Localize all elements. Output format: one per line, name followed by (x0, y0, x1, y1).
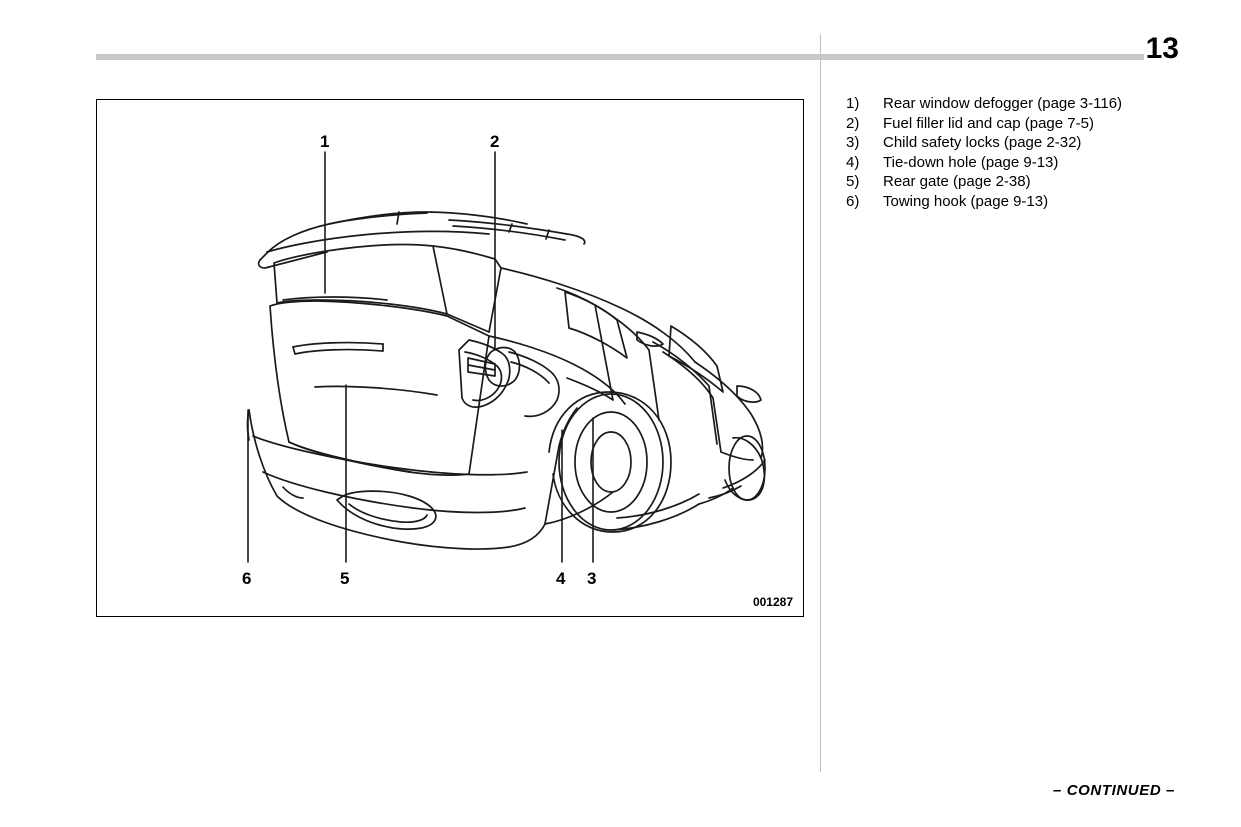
legend-item-text: Child safety locks (page 2-32) (883, 134, 1082, 152)
legend-item-text: Rear window defogger (page 3-116) (883, 95, 1123, 112)
figure-id-label: 001287 (752, 595, 793, 609)
list-item (846, 172, 1206, 192)
callout-6: 6 (242, 569, 252, 588)
callout-5: 5 (340, 569, 350, 588)
callout-1: 1 (320, 132, 330, 151)
legend-item-text: Towing hook (page 9-13) (883, 192, 1049, 210)
legend-item-number: 4) (846, 153, 860, 171)
header-rule (96, 54, 1144, 60)
legend-item-text: Rear gate (page 2-38) (883, 173, 1031, 191)
list-item (846, 153, 1206, 173)
page-number: 13 (1145, 32, 1179, 65)
list-item (846, 133, 1206, 153)
legend-item-number: 5) (846, 173, 860, 191)
footer-continued-label: – CONTINUED – (1053, 782, 1175, 799)
callout-2: 2 (490, 132, 500, 151)
legend-item-number: 6) (846, 192, 860, 210)
legend-item-text: Tie-down hole (page 9-13) (883, 153, 1059, 171)
vehicle-rear-diagram (97, 100, 803, 616)
callout-4: 4 (556, 569, 566, 588)
legend-list (846, 94, 1206, 212)
legend-item-number: 2) (846, 114, 860, 132)
list-item (846, 114, 1206, 134)
legend-item-number: 1) (846, 95, 860, 112)
figure-illustration (96, 99, 804, 617)
legend-item-number: 3) (846, 134, 860, 152)
legend-item-text: Fuel filler lid and cap (page 7-5) (883, 114, 1094, 132)
list-item (846, 94, 1206, 114)
list-item (846, 192, 1206, 212)
column-divider (820, 34, 821, 772)
callout-3: 3 (587, 569, 597, 588)
